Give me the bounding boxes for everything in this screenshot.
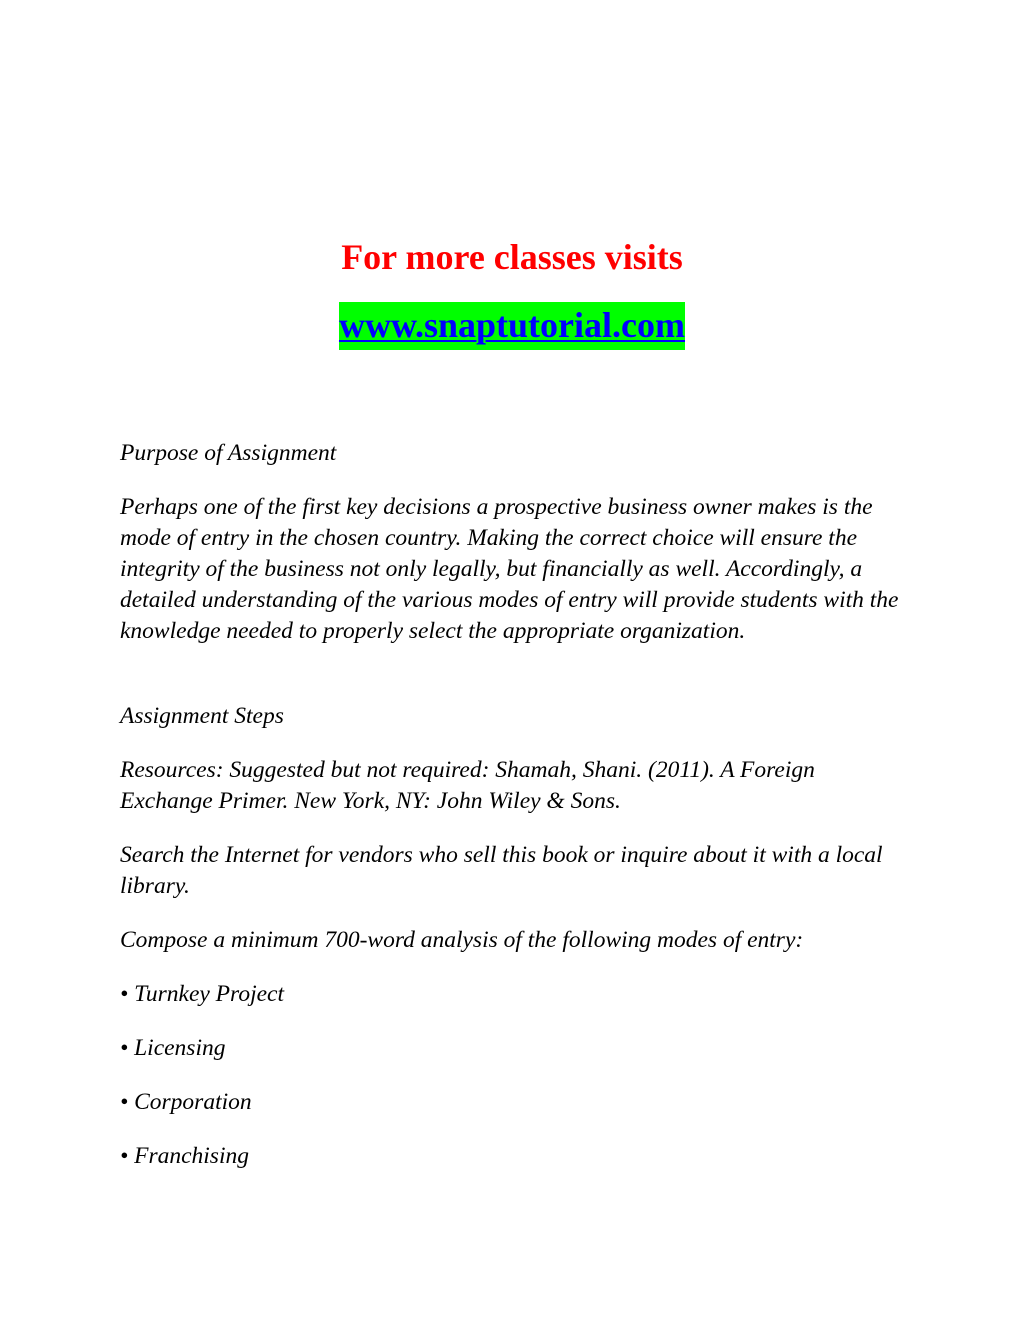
purpose-heading: Purpose of Assignment (120, 440, 337, 466)
compose-paragraph: Compose a minimum 700-word analysis of the following modes of entry: (120, 927, 804, 953)
search-paragraph: Search the Internet for vendors who sell this book or inquire about it with a local library. (120, 842, 883, 899)
bullet-item-turnkey-project: • Turnkey Project (120, 981, 284, 1007)
bullet-item-franchising: • Franchising (120, 1143, 249, 1169)
bullet-item-corporation: • Corporation (120, 1089, 252, 1115)
bullet-item-licensing: • Licensing (120, 1035, 226, 1061)
purpose-paragraph: Perhaps one of the first key decisions a prospective business owner makes is the mode of entry in the chosen country. Making the correct choice will ensure the integrity of the business not only legally, but financially as well. Accordingly, a detailed understanding of the various modes of entry will provide students with the knowledge needed to properly select the appropriate organization. (120, 494, 899, 644)
promo-website-link[interactable]: www.snaptutorial.com (339, 302, 685, 350)
steps-heading: Assignment Steps (120, 703, 284, 729)
promo-link-container (0, 302, 1024, 350)
resources-paragraph: Resources: Suggested but not required: Shamah, Shani. (2011). A Foreign Exchange Primer. New York, NY: John Wiley & Sons. (120, 757, 815, 814)
promo-title: For more classes visits (341, 237, 683, 277)
